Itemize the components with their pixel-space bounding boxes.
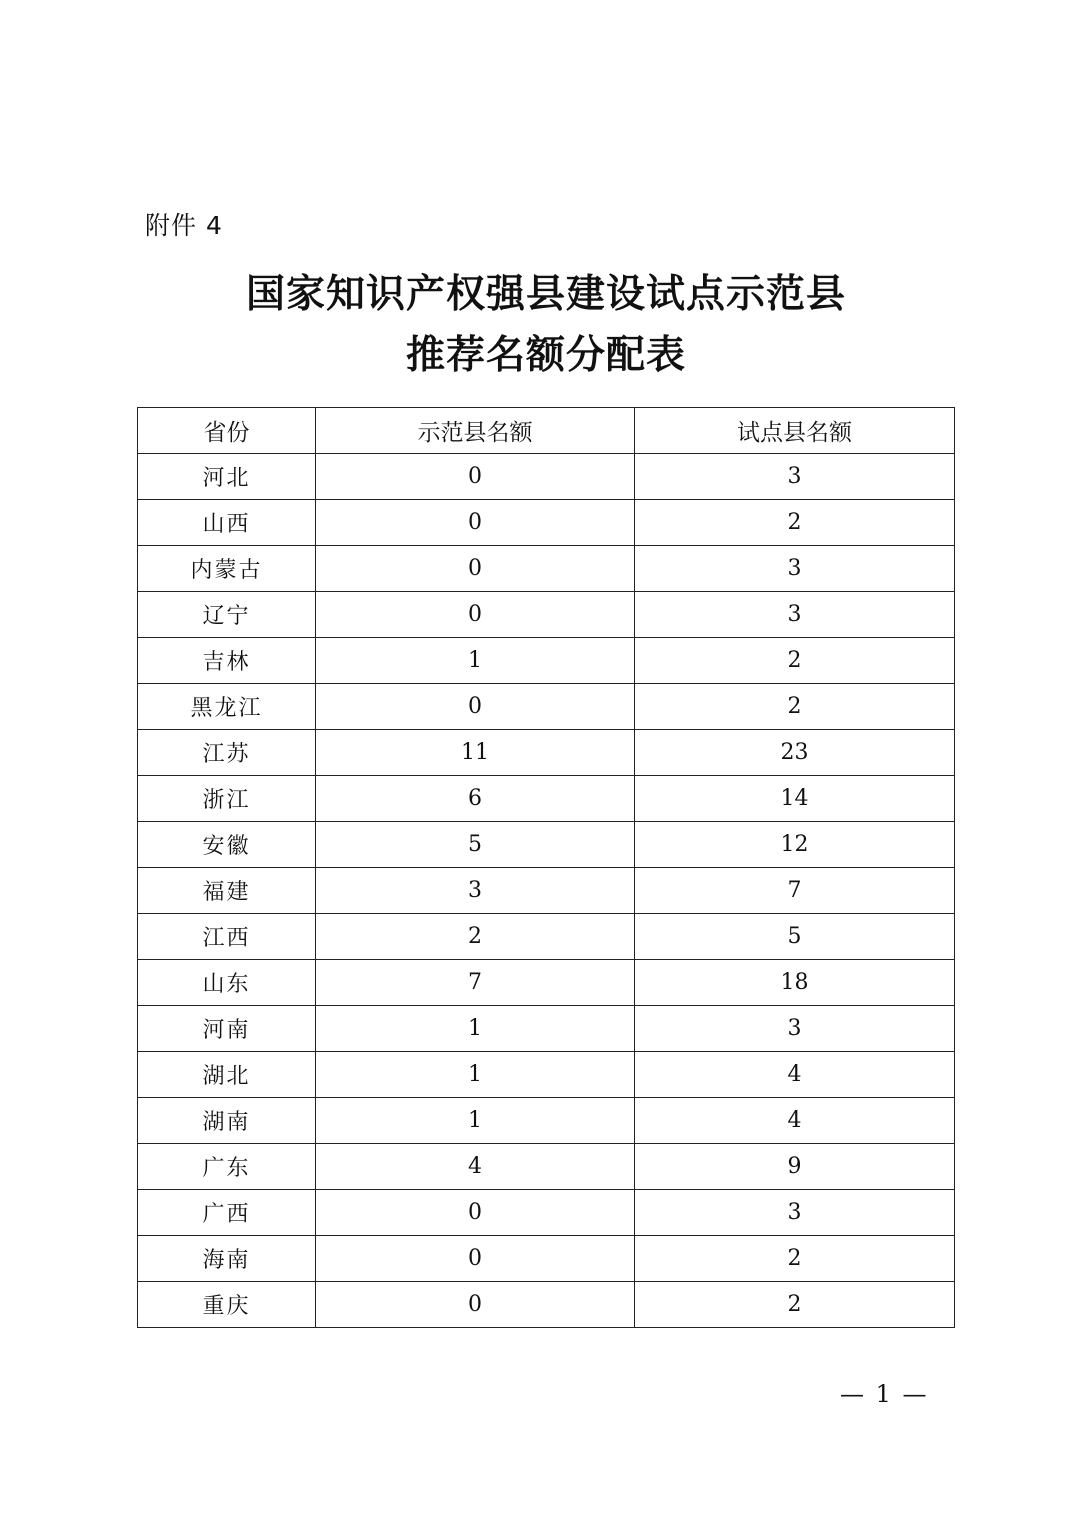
table-row bbox=[138, 592, 955, 638]
table-row bbox=[138, 730, 955, 776]
table-row bbox=[138, 1052, 955, 1098]
cell-demo-quota: 0 bbox=[316, 1190, 635, 1236]
cell-pilot-quota: 9 bbox=[635, 1144, 955, 1190]
cell-pilot-quota: 7 bbox=[635, 868, 955, 914]
quota-table bbox=[137, 407, 955, 1328]
cell-demo-quota: 2 bbox=[316, 914, 635, 960]
table-row bbox=[138, 1236, 955, 1282]
header-province: 省份 bbox=[138, 408, 316, 454]
cell-province: 山西 bbox=[138, 500, 316, 546]
table-row bbox=[138, 500, 955, 546]
cell-pilot-quota: 3 bbox=[635, 592, 955, 638]
cell-demo-quota: 0 bbox=[316, 1282, 635, 1328]
table-row bbox=[138, 822, 955, 868]
table-row bbox=[138, 960, 955, 1006]
cell-demo-quota: 0 bbox=[316, 500, 635, 546]
cell-province: 浙江 bbox=[138, 776, 316, 822]
cell-province: 江西 bbox=[138, 914, 316, 960]
cell-demo-quota: 0 bbox=[316, 684, 635, 730]
cell-pilot-quota: 3 bbox=[635, 546, 955, 592]
cell-province: 湖北 bbox=[138, 1052, 316, 1098]
cell-pilot-quota: 2 bbox=[635, 1282, 955, 1328]
cell-province: 重庆 bbox=[138, 1282, 316, 1328]
cell-pilot-quota: 2 bbox=[635, 638, 955, 684]
table-row bbox=[138, 454, 955, 500]
cell-pilot-quota: 3 bbox=[635, 1006, 955, 1052]
cell-province: 江苏 bbox=[138, 730, 316, 776]
cell-demo-quota: 0 bbox=[316, 546, 635, 592]
cell-pilot-quota: 3 bbox=[635, 1190, 955, 1236]
cell-province: 广东 bbox=[138, 1144, 316, 1190]
cell-pilot-quota: 2 bbox=[635, 500, 955, 546]
table-row bbox=[138, 1006, 955, 1052]
cell-demo-quota: 0 bbox=[316, 1236, 635, 1282]
cell-demo-quota: 5 bbox=[316, 822, 635, 868]
table-row bbox=[138, 1282, 955, 1328]
cell-demo-quota: 6 bbox=[316, 776, 635, 822]
cell-province: 海南 bbox=[138, 1236, 316, 1282]
page-title-line-1: 国家知识产权强县建设试点示范县 bbox=[245, 271, 846, 317]
table-row bbox=[138, 638, 955, 684]
cell-pilot-quota: 23 bbox=[635, 730, 955, 776]
cell-province: 山东 bbox=[138, 960, 316, 1006]
cell-demo-quota: 4 bbox=[316, 1144, 635, 1190]
cell-pilot-quota: 5 bbox=[635, 914, 955, 960]
cell-demo-quota: 3 bbox=[316, 868, 635, 914]
page-number: — 1 — bbox=[840, 1380, 929, 1408]
cell-province: 广西 bbox=[138, 1190, 316, 1236]
page-title-line-2: 推荐名额分配表 bbox=[405, 332, 686, 378]
table-row bbox=[138, 1190, 955, 1236]
cell-demo-quota: 1 bbox=[316, 1052, 635, 1098]
cell-demo-quota: 1 bbox=[316, 638, 635, 684]
cell-pilot-quota: 4 bbox=[635, 1098, 955, 1144]
table-row bbox=[138, 546, 955, 592]
cell-province: 湖南 bbox=[138, 1098, 316, 1144]
table-row bbox=[138, 684, 955, 730]
cell-demo-quota: 7 bbox=[316, 960, 635, 1006]
table-body bbox=[138, 454, 955, 1328]
table-header-row bbox=[138, 408, 955, 454]
cell-pilot-quota: 12 bbox=[635, 822, 955, 868]
cell-province: 黑龙江 bbox=[138, 684, 316, 730]
cell-pilot-quota: 2 bbox=[635, 1236, 955, 1282]
cell-pilot-quota: 14 bbox=[635, 776, 955, 822]
cell-province: 吉林 bbox=[138, 638, 316, 684]
cell-pilot-quota: 3 bbox=[635, 454, 955, 500]
header-demo-quota: 示范县名额 bbox=[316, 408, 635, 454]
table-row bbox=[138, 914, 955, 960]
cell-province: 福建 bbox=[138, 868, 316, 914]
attachment-label: 附件 4 bbox=[145, 211, 223, 240]
cell-demo-quota: 0 bbox=[316, 592, 635, 638]
cell-province: 河北 bbox=[138, 454, 316, 500]
table-row bbox=[138, 776, 955, 822]
cell-pilot-quota: 4 bbox=[635, 1052, 955, 1098]
cell-pilot-quota: 2 bbox=[635, 684, 955, 730]
cell-demo-quota: 1 bbox=[316, 1006, 635, 1052]
header-pilot-quota: 试点县名额 bbox=[635, 408, 955, 454]
table-row bbox=[138, 1098, 955, 1144]
cell-demo-quota: 0 bbox=[316, 454, 635, 500]
cell-province: 内蒙古 bbox=[138, 546, 316, 592]
table-row bbox=[138, 868, 955, 914]
cell-province: 辽宁 bbox=[138, 592, 316, 638]
cell-demo-quota: 1 bbox=[316, 1098, 635, 1144]
table-row bbox=[138, 1144, 955, 1190]
cell-province: 安徽 bbox=[138, 822, 316, 868]
cell-province: 河南 bbox=[138, 1006, 316, 1052]
cell-demo-quota: 11 bbox=[316, 730, 635, 776]
cell-pilot-quota: 18 bbox=[635, 960, 955, 1006]
